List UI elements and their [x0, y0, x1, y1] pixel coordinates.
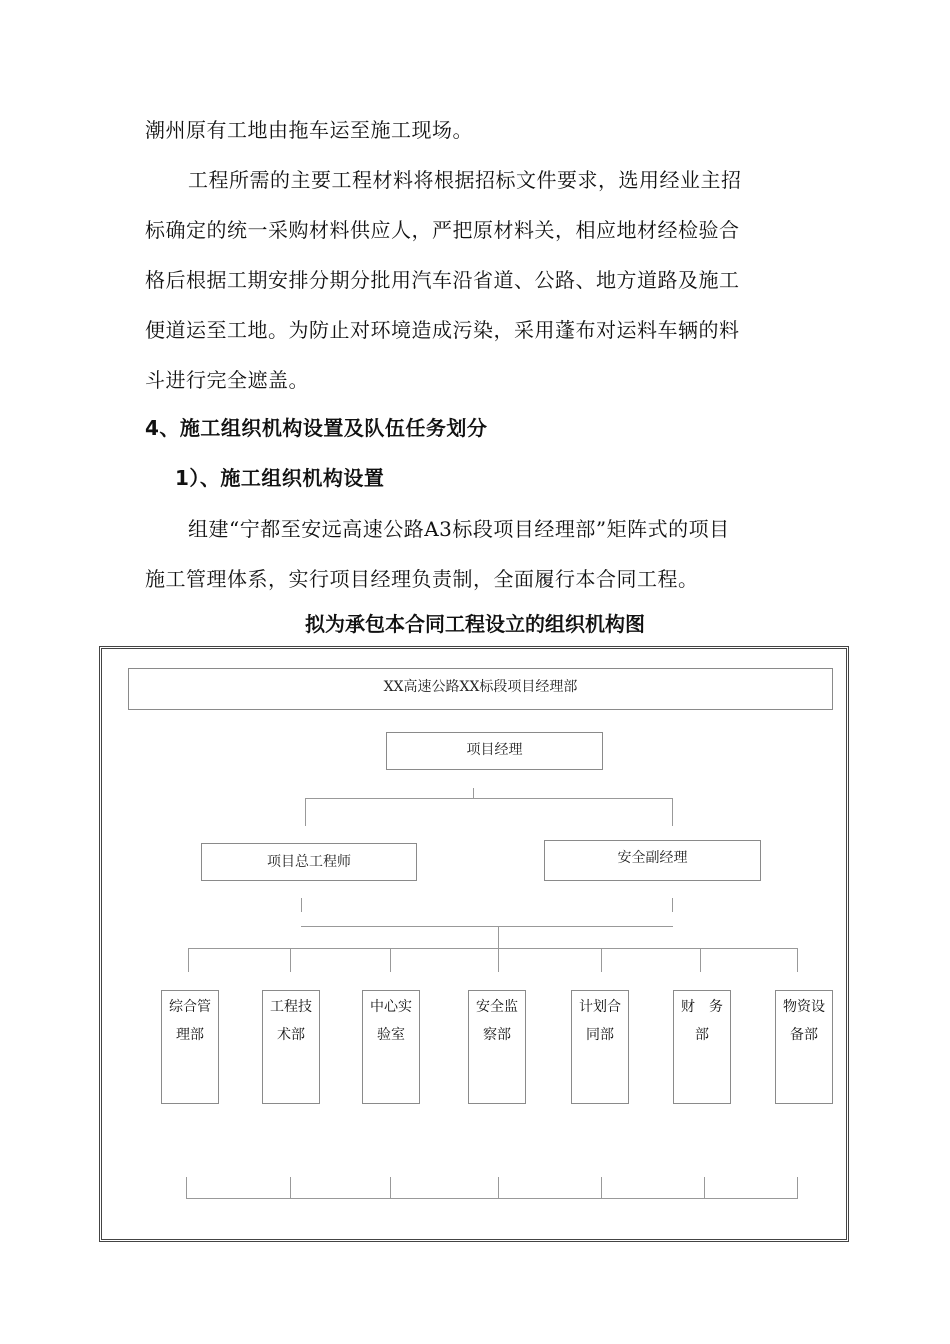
connector	[672, 898, 673, 912]
org-top-box: XX高速公路XX标段项目经理部	[128, 668, 833, 710]
connector	[498, 948, 499, 972]
connector	[390, 1177, 391, 1198]
connector	[301, 898, 302, 912]
connector	[186, 1177, 187, 1198]
subsection-heading: 1）、施工组织机构设置	[175, 466, 385, 490]
paragraph-line: 潮州原有工地由拖车运至施工现场。	[145, 118, 473, 142]
connector	[188, 948, 189, 972]
connector	[797, 1177, 798, 1198]
section-heading: 4、施工组织机构设置及队伍任务划分	[145, 416, 488, 440]
org-manager-box: 项目经理	[386, 732, 603, 770]
connector	[498, 926, 499, 949]
connector	[601, 948, 602, 972]
paragraph-line: 组建“宁都至安远高速公路A3标段项目经理部”矩阵式的项目	[188, 517, 730, 541]
paragraph-line: 便道运至工地。为防止对环境造成污染，采用蓬布对运料车辆的料	[145, 318, 740, 342]
org-chart-title: 拟为承包本合同工程设立的组织机构图	[305, 612, 645, 636]
connector	[498, 1177, 499, 1198]
dept-engineering-technology: 工程技 术部	[262, 990, 320, 1104]
connector	[704, 1177, 705, 1198]
paragraph-line: 标确定的统一采购材料供应人，严把原材料关，相应地材经检验合	[145, 218, 740, 242]
connector	[797, 948, 798, 972]
org-safety-deputy-box: 安全副经理	[544, 840, 761, 881]
connector	[290, 948, 291, 972]
dept-central-lab: 中心实 验室	[362, 990, 420, 1104]
connector	[700, 948, 701, 972]
connector	[601, 1177, 602, 1198]
dept-general-management: 综合管 理部	[161, 990, 219, 1104]
org-chief-engineer-box: 项目总工程师	[201, 843, 417, 881]
dept-safety-supervision: 安全监 察部	[468, 990, 526, 1104]
connector	[186, 1198, 798, 1199]
paragraph-line: 斗进行完全遮盖。	[145, 368, 309, 392]
connector	[672, 798, 673, 826]
connector	[188, 948, 797, 949]
dept-planning-contracts: 计划合 同部	[571, 990, 629, 1104]
dept-finance: 财 务 部	[673, 990, 731, 1104]
connector	[301, 926, 673, 927]
paragraph-line: 格后根据工期安排分期分批用汽车沿省道、公路、地方道路及施工	[145, 268, 740, 292]
connector	[390, 948, 391, 972]
dept-materials-equipment: 物资设 备部	[775, 990, 833, 1104]
paragraph-line: 施工管理体系，实行项目经理负责制，全面履行本合同工程。	[145, 567, 699, 591]
paragraph-line: 工程所需的主要工程材料将根据招标文件要求，选用经业主招	[188, 168, 742, 192]
connector	[305, 798, 306, 826]
connector	[290, 1177, 291, 1198]
connector	[305, 798, 673, 799]
